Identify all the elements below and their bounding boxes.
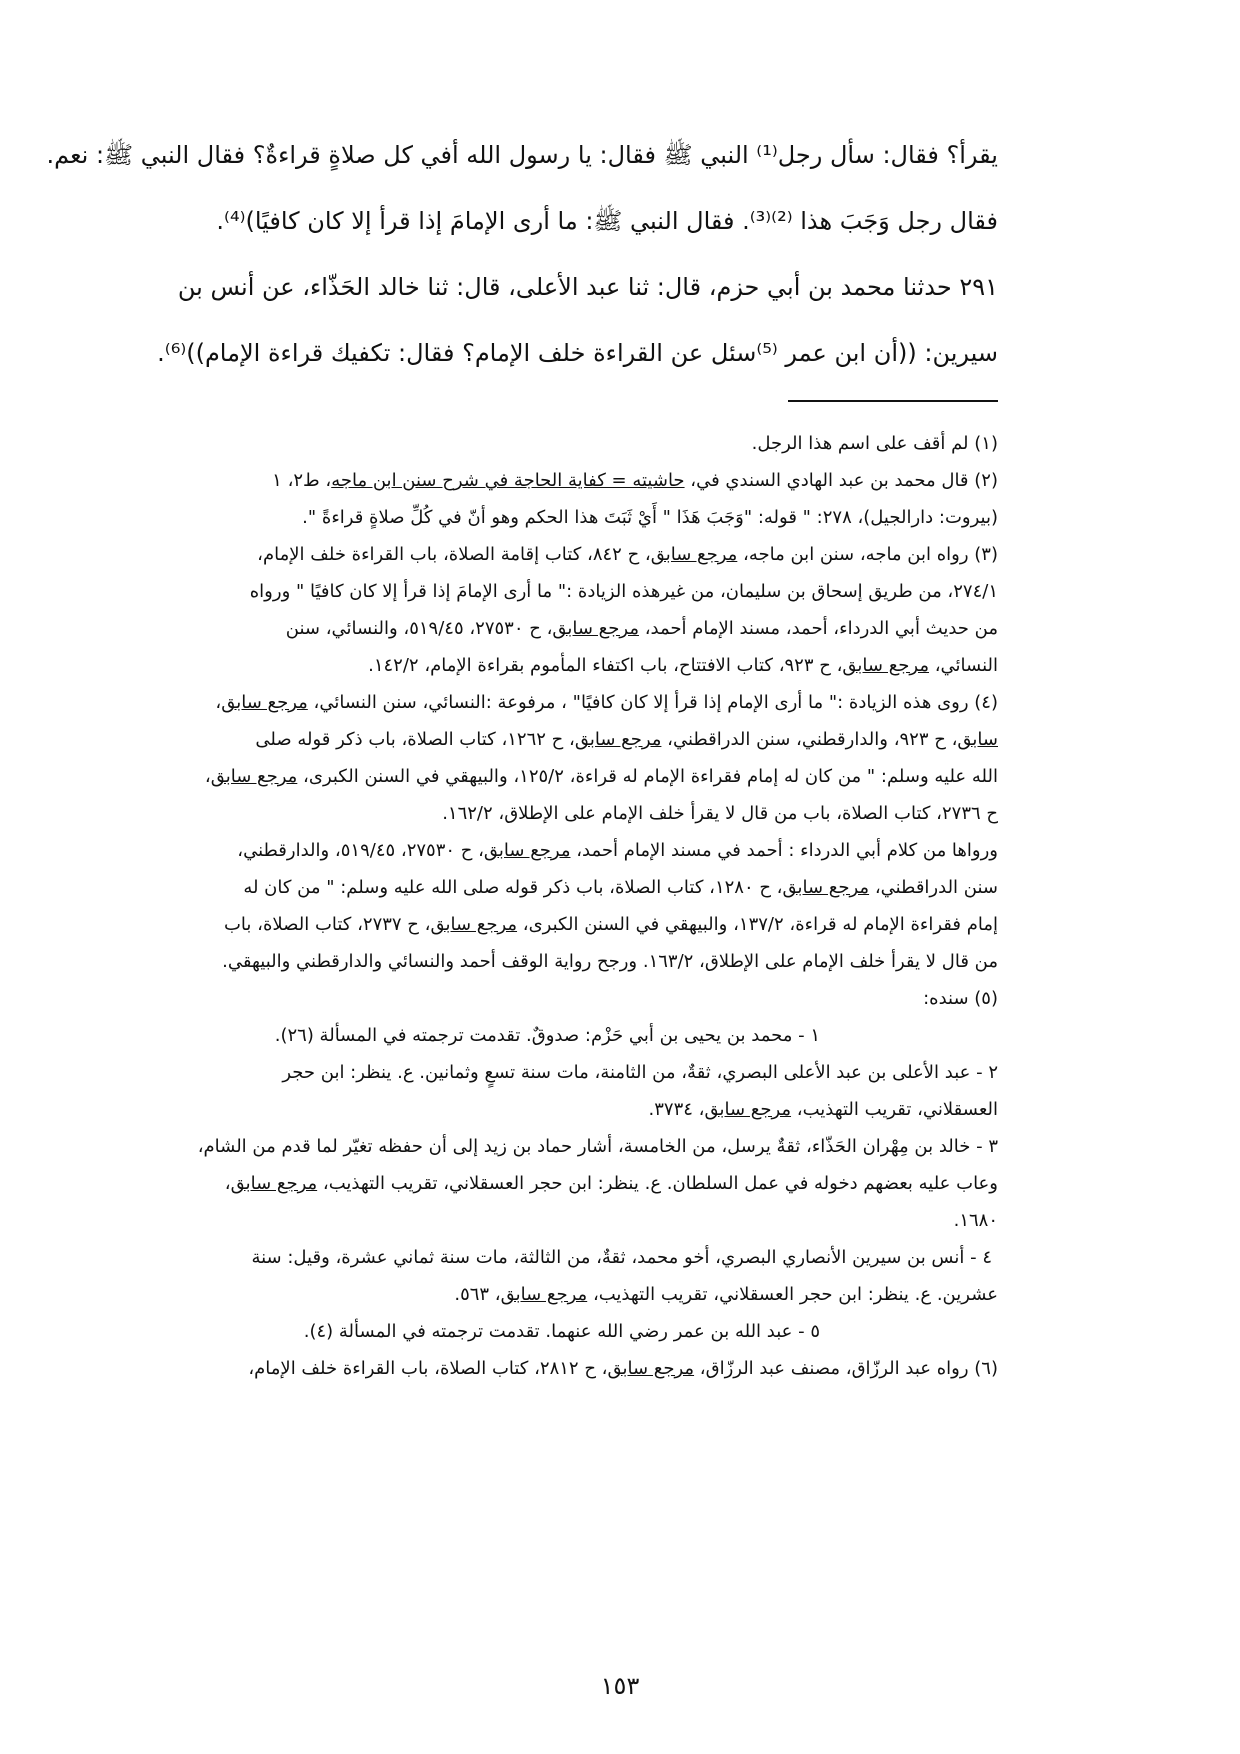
fn-text: الله عليه وسلم: " من كان له إمام فقراءة الإمام له قراءة، ١٢٥/٢، والبيهقي في السنن الكبرى، <box>303 766 998 787</box>
narrator-3-cont <box>186 1165 998 1202</box>
fn-text: من حديث أبي الدرداء، أحمد، مسند الإمام أحمد، <box>644 618 998 639</box>
footnote-4-cont <box>186 906 998 943</box>
footnote-4 <box>186 684 998 721</box>
footnote-1: (١) لم أقف على اسم هذا الرجل. <box>751 433 998 454</box>
footnote-4-cont <box>186 832 998 869</box>
footnote-4-cont <box>186 721 998 758</box>
fn-text: ، ح ٢٧٥٣٠، ٥١٩/٤٥، والنسائي، سنن <box>285 618 553 639</box>
fn-text: ، ٣٧٣٤. <box>648 1099 705 1120</box>
footnote-2-cont: (بيروت: دارالجيل)، ٢٧٨: " قوله: "وَجَبَ هَذَا " أَيْ ثَبَتَ هذا الحكم وهو أنّ في كُلِّ صلاةٍ قراءةً ". <box>302 507 998 528</box>
ref-link: مرجع سابق <box>221 692 308 713</box>
footnote-2 <box>186 462 998 499</box>
fn-text: ، ٥٦٣. <box>454 1284 501 1305</box>
fn-text: (٦) رواه عبد الرزّاق، مصنف عبد الرزّاق، <box>699 1358 998 1379</box>
footnote-3-cont <box>186 610 998 647</box>
main-line: ٢٩١ حدثنا محمد بن أبي حزم، قال: ثنا عبد الأعلى، قال: ثنا خالد الحَذّاء، عن أنس بن <box>177 273 998 301</box>
fn-text: إمام فقراءة الإمام له قراءة، ١٣٧/٢، والبيهقي في السنن الكبرى، <box>522 914 998 935</box>
main-line: فقال رجل وَجَبَ هذا ⁽²⁾⁽³⁾. فقال النبي ﷺ: ما أرى الإمامَ إذا قرأ إلا كان كافيًا)⁽⁴⁾. <box>216 207 998 235</box>
narrator-4-cont <box>186 1276 998 1313</box>
main-text <box>46 122 998 386</box>
fn-text: ، ح ١٢٦٢، كتاب الصلاة، باب ذكر قوله صلى <box>255 729 575 750</box>
fn-text: ، ح ٢٧٣٧، كتاب الصلاة، باب <box>223 914 431 935</box>
footnote-6 <box>186 1350 998 1387</box>
narrator-3-cont: ١٦٨٠. <box>953 1210 998 1231</box>
fn-text: عشرين. ع. ينظر: ابن حجر العسقلاني، تقريب التهذيب، <box>592 1284 998 1305</box>
ref-link: مرجع سابق <box>483 840 571 861</box>
narrator-3: ٣ - خالد بن مِهْران الحَذّاء، ثقةٌ يرسل، من الخامسة، أشار حماد بن زيد إلى أن حفظه تغيّر لما قدم من الشام، <box>197 1136 998 1157</box>
ref-link: مرجع سابق <box>704 1099 792 1120</box>
fn-text: ، <box>204 766 211 787</box>
ref-link: مرجع سابق <box>607 1358 695 1379</box>
ref-link: مرجع سابق <box>650 544 738 565</box>
narrator-4: ٤ - أنس بن سيرين الأنصاري البصري، أخو محمد، ثقةٌ، من الثالثة، مات سنة ثماني عشرة، وقيل: سنة <box>251 1247 992 1268</box>
footnote-4-cont <box>186 869 998 906</box>
footnote-3-cont <box>186 647 998 684</box>
fn-text: ، ح ١٢٨٠، كتاب الصلاة، باب ذكر قوله صلى الله عليه وسلم: " من كان له <box>243 877 783 898</box>
ref-link: مرجع سابق <box>210 766 298 787</box>
ref-link: مرجع سابق <box>552 618 639 639</box>
footnotes <box>186 425 998 1387</box>
fn-text: العسقلاني، تقريب التهذيب، <box>796 1099 998 1120</box>
ref-link: سابق <box>957 729 998 750</box>
footnote-separator <box>788 400 998 402</box>
fn-text: ، ح ٢٨١٢، كتاب الصلاة، باب القراءة خلف الإمام، <box>248 1358 608 1379</box>
narrator-2-cont <box>186 1091 998 1128</box>
narrator-2: ٢ - عبد الأعلى بن عبد الأعلى البصري، ثقةٌ، من الثامنة، مات سنة تسعٍ وثمانين. ع. ينظر: ابن حجر <box>282 1062 998 1083</box>
narrator-1: ١ - محمد بن يحيى بن أبي حَزْم: صدوقٌ. تقدمت ترجمته في المسألة (٢٦). <box>274 1025 820 1046</box>
fn-text: وعاب عليه بعضهم دخوله في عمل السلطان. ع. ينظر: ابن حجر العسقلاني، تقريب التهذيب، <box>322 1173 998 1194</box>
ref-link: مرجع سابق <box>782 877 870 898</box>
ref-link: مرجع سابق <box>574 729 662 750</box>
ref-link: مرجع سابق <box>430 914 518 935</box>
page-number: ١٥٣ <box>600 1672 640 1700</box>
fn-text: ، <box>224 1173 231 1194</box>
narrator-5: ٥ - عبد الله بن عمر رضي الله عنهما. تقدمت ترجمته في المسألة (٤). <box>303 1321 820 1342</box>
footnote-3 <box>186 536 998 573</box>
fn-text: ورواها من كلام أبي الدرداء : أحمد في مسند الإمام أحمد، <box>576 840 998 861</box>
fn-text: النسائي، <box>934 655 998 676</box>
footnote-4-cont: ح ٢٧٣٦، كتاب الصلاة، باب من قال لا يقرأ خلف الإمام على الإطلاق، ١٦٢/٢. <box>442 803 998 824</box>
footnote-5: (٥) سنده: <box>923 988 998 1009</box>
fn-text: ، ط٢، ١ <box>272 470 332 491</box>
main-line: سيرين: ((أن ابن عمر ⁽⁵⁾سئل عن القراءة خلف الإمام؟ فقال: تكفيك قراءة الإمام))⁽⁶⁾. <box>157 339 998 367</box>
fn-text: (٣) رواه ابن ماجه، سنن ابن ماجه، <box>743 544 998 565</box>
ref-link: مرجع سابق <box>842 655 929 676</box>
fn-text: ، ح ٨٤٢، كتاب إقامة الصلاة، باب القراءة خلف الإمام، <box>257 544 651 565</box>
fn-text: ، <box>215 692 222 713</box>
fn-text: ، ح ٩٢٣، والدارقطني، سنن الدراقطني، <box>667 729 958 750</box>
footnote-4-cont <box>186 758 998 795</box>
main-line: يقرأ؟ فقال: سأل رجل⁽¹⁾ النبي ﷺ فقال: يا رسول الله أفي كل صلاةٍ قراءةٌ؟ فقال النبي ﷺ: نعم. <box>46 141 998 169</box>
footnote-4-cont: من قال لا يقرأ خلف الإمام على الإطلاق، ١٦٣/٢. ورجح رواية الوقف أحمد والنسائي والدارقطني والبيهقي. <box>222 951 998 972</box>
ref-link: مرجع سابق <box>500 1284 588 1305</box>
fn-text: (٢) قال محمد بن عبد الهادي السندي في، <box>690 470 998 491</box>
ref-link: مرجع سابق <box>230 1173 318 1194</box>
fn-text: (٤) روى هذه الزيادة :" ما أرى الإمام إذا قرأ إلا كان كافيًا" ، مرفوعة :النسائي، سنن النسائي، <box>313 692 998 713</box>
footnote-3-cont: ٢٧٤/١، من طريق إسحاق بن سليمان، من غيرهذه الزيادة :" ما أرى الإمامَ إذا قرأ إلا كان كافيًا " ورواه <box>249 581 998 602</box>
source-reference: حاشيته = كفاية الحاجة في شرح سنن ابن ماجه <box>331 470 685 491</box>
fn-text: ، ح ٢٧٥٣٠، ٥١٩/٤٥، والدارقطني، <box>237 840 484 861</box>
fn-text: ، ح ٩٢٣، كتاب الافتتاح، باب اكتفاء المأموم بقراءة الإمام، ١٤٢/٢. <box>368 655 843 676</box>
fn-text: سنن الدراقطني، <box>874 877 998 898</box>
